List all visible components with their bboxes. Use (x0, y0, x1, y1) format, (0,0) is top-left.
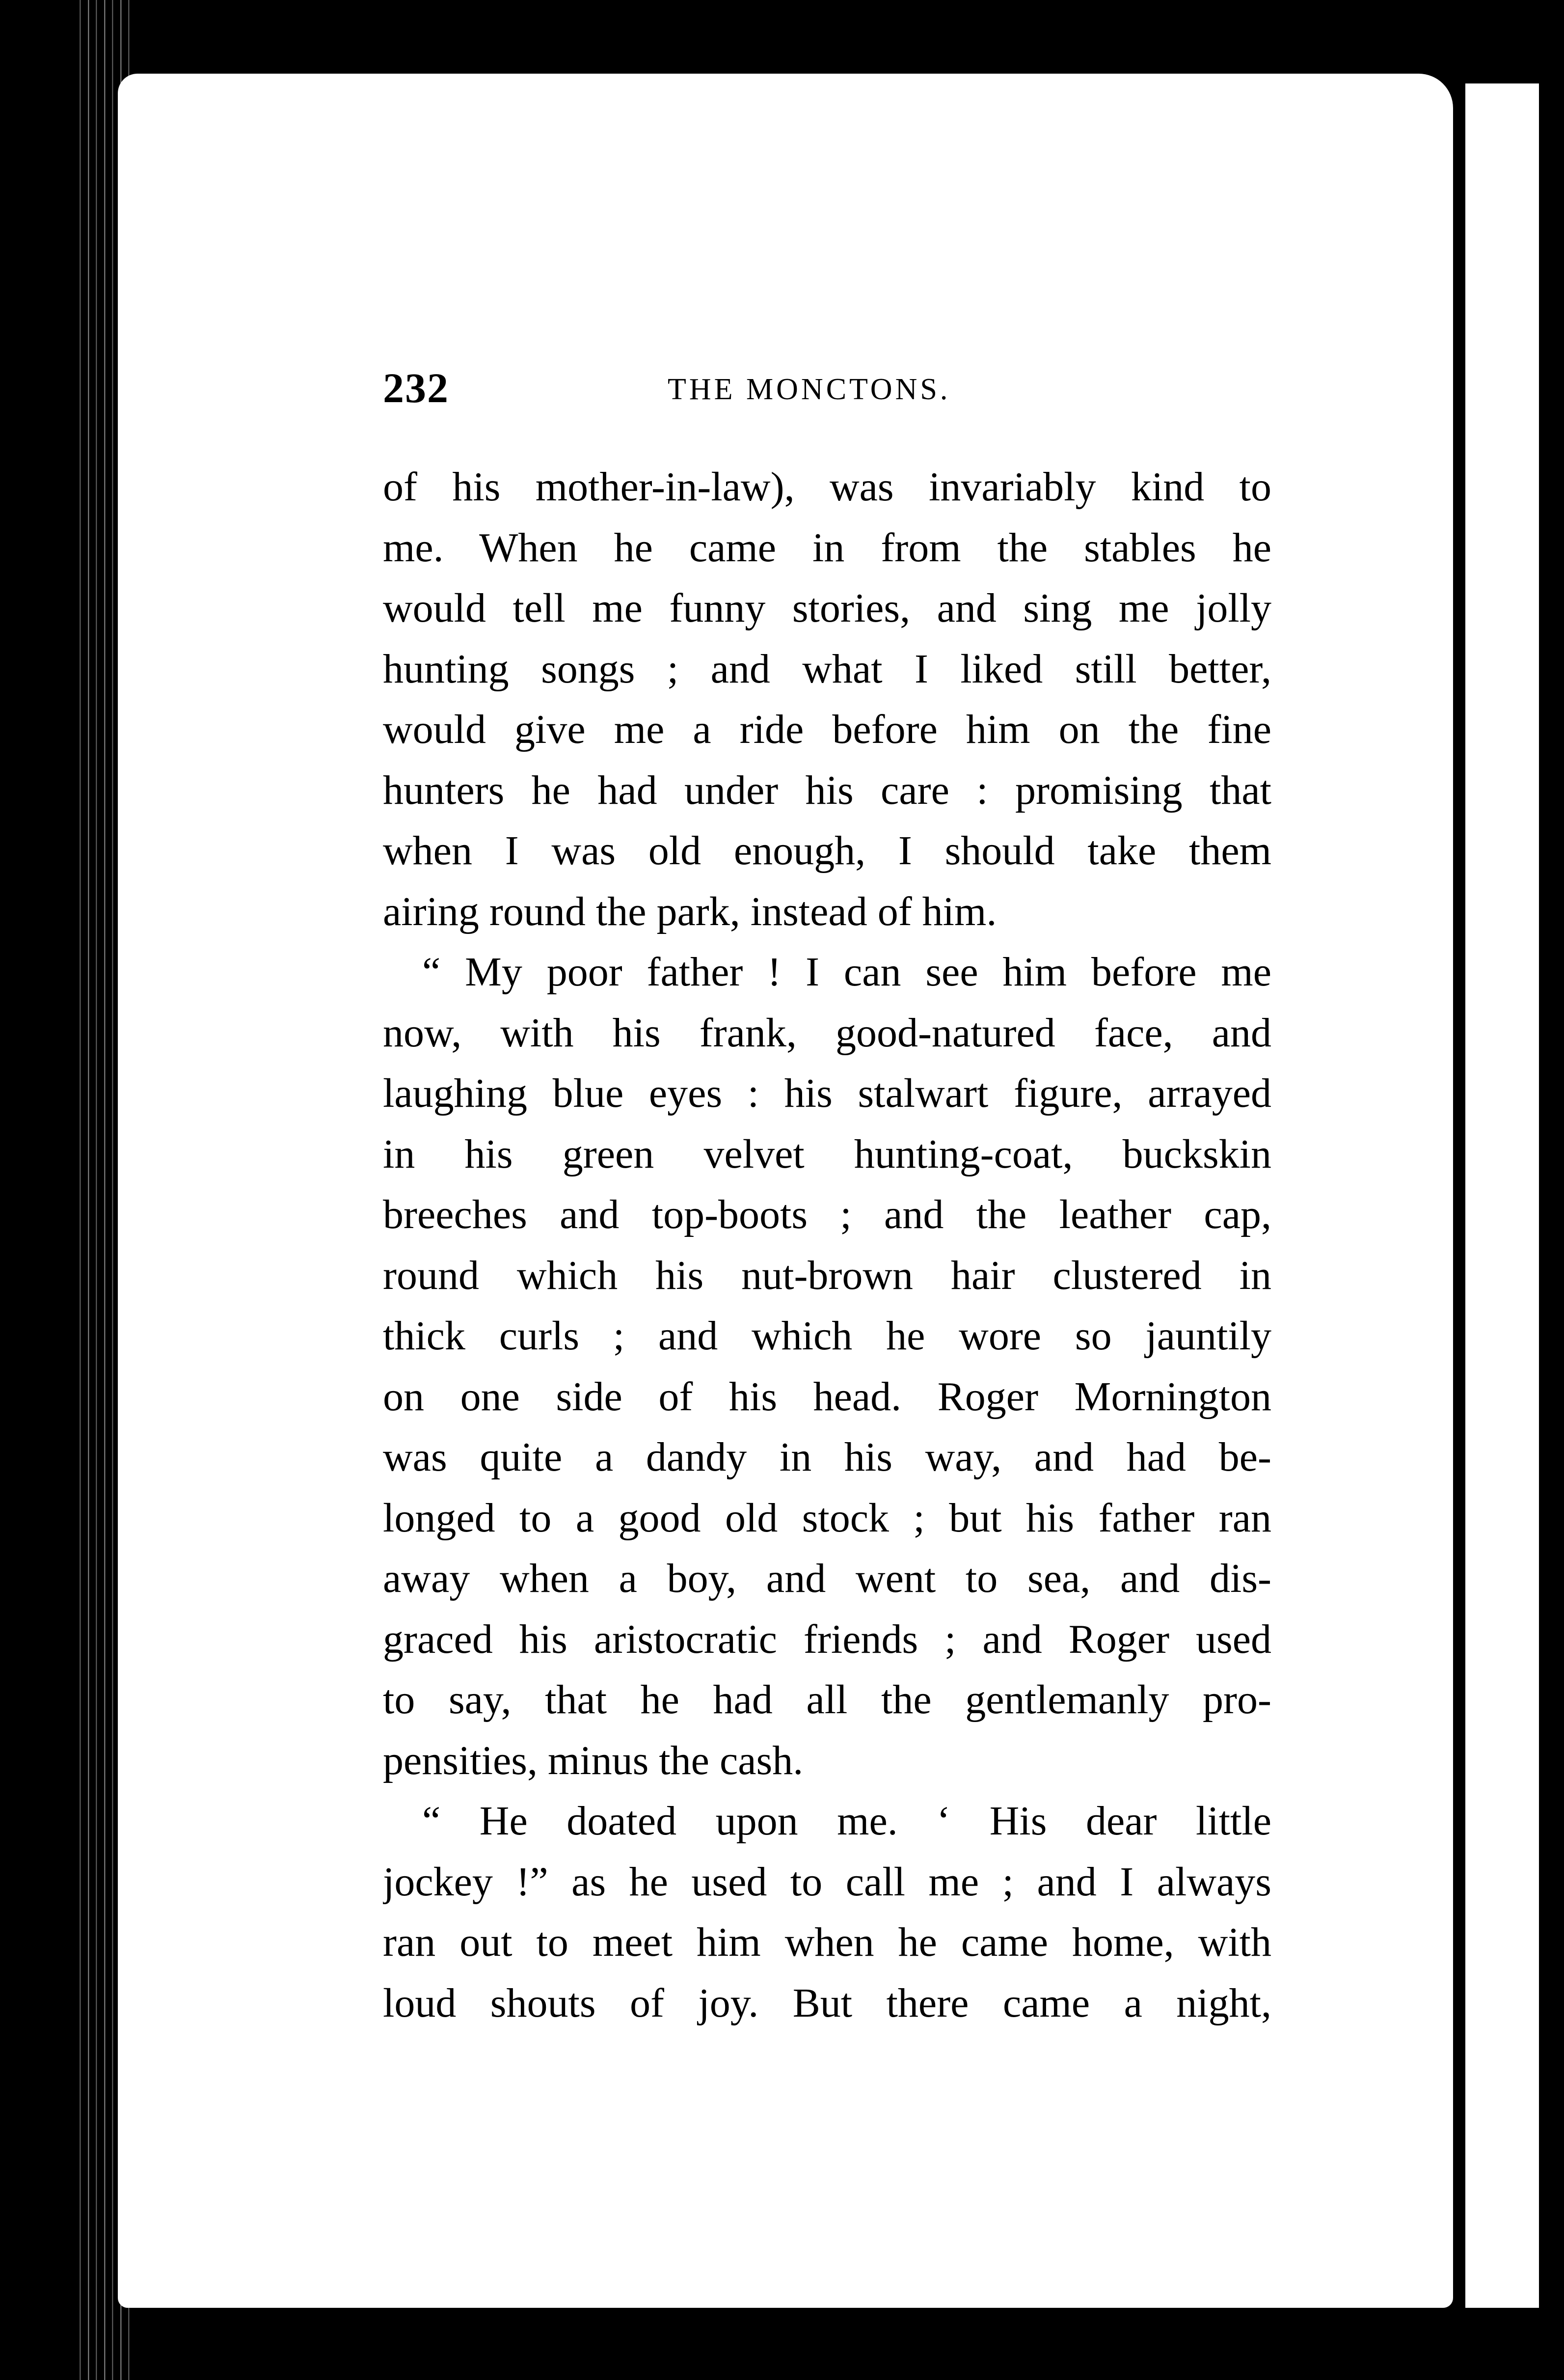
running-title: THE MONCTONS. (668, 373, 951, 406)
next-page-edge (1465, 83, 1539, 2308)
text-line: in his green velvet hunting-coat, buckskin (383, 1131, 1271, 1177)
text-line: thick curls ; and which he wore so jauntily (383, 1313, 1271, 1359)
text-line: on one side of his head. Roger Mornington (383, 1373, 1271, 1420)
text-line: of his mother-in-law), was invariably kind to (383, 464, 1271, 510)
text-line: was quite a dandy in his way, and had be- (383, 1434, 1271, 1480)
body-text (383, 457, 1271, 2033)
text-line: ran out to meet him when he came home, with (383, 1919, 1271, 1965)
text-line: longed to a good old stock ; but his father ran (383, 1495, 1271, 1541)
text-line: hunting songs ; and what I liked still better, (383, 646, 1271, 692)
text-line: me. When he came in from the stables he (383, 524, 1271, 571)
text-line: to say, that he had all the gentlemanly pro- (383, 1677, 1271, 1723)
text-line: would give me a ride before him on the fine (383, 707, 1271, 752)
scan-border (0, 0, 74, 2380)
text-line: laughing blue eyes : his stalwart figure, arrayed (383, 1070, 1271, 1116)
page-number: 232 (383, 364, 449, 411)
page-header (383, 363, 1276, 432)
text-line: hunters he had under his care : promising that (383, 767, 1271, 813)
text-line: graced his aristocratic friends ; and Roger used (383, 1616, 1271, 1662)
text-line: pensities, minus the cash. (383, 1737, 804, 1783)
text-line: would tell me funny stories, and sing me jolly (383, 585, 1271, 631)
text-line: when I was old enough, I should take them (383, 828, 1271, 874)
text-line: “ My poor father ! I can see him before me (422, 949, 1271, 995)
text-line: loud shouts of joy. But there came a night, (383, 1980, 1271, 2026)
text-line: jockey !” as he used to call me ; and I always (383, 1859, 1271, 1905)
text-line: away when a boy, and went to sea, and dis- (383, 1556, 1271, 1601)
text-line: “ He doated upon me. ‘ His dear little (422, 1798, 1271, 1844)
text-line: airing round the park, instead of him. (383, 888, 997, 934)
text-line: now, with his frank, good-natured face, and (383, 1010, 1271, 1056)
text-line: breeches and top-boots ; and the leather cap, (383, 1192, 1271, 1237)
text-line: round which his nut-brown hair clustered in (383, 1252, 1271, 1298)
